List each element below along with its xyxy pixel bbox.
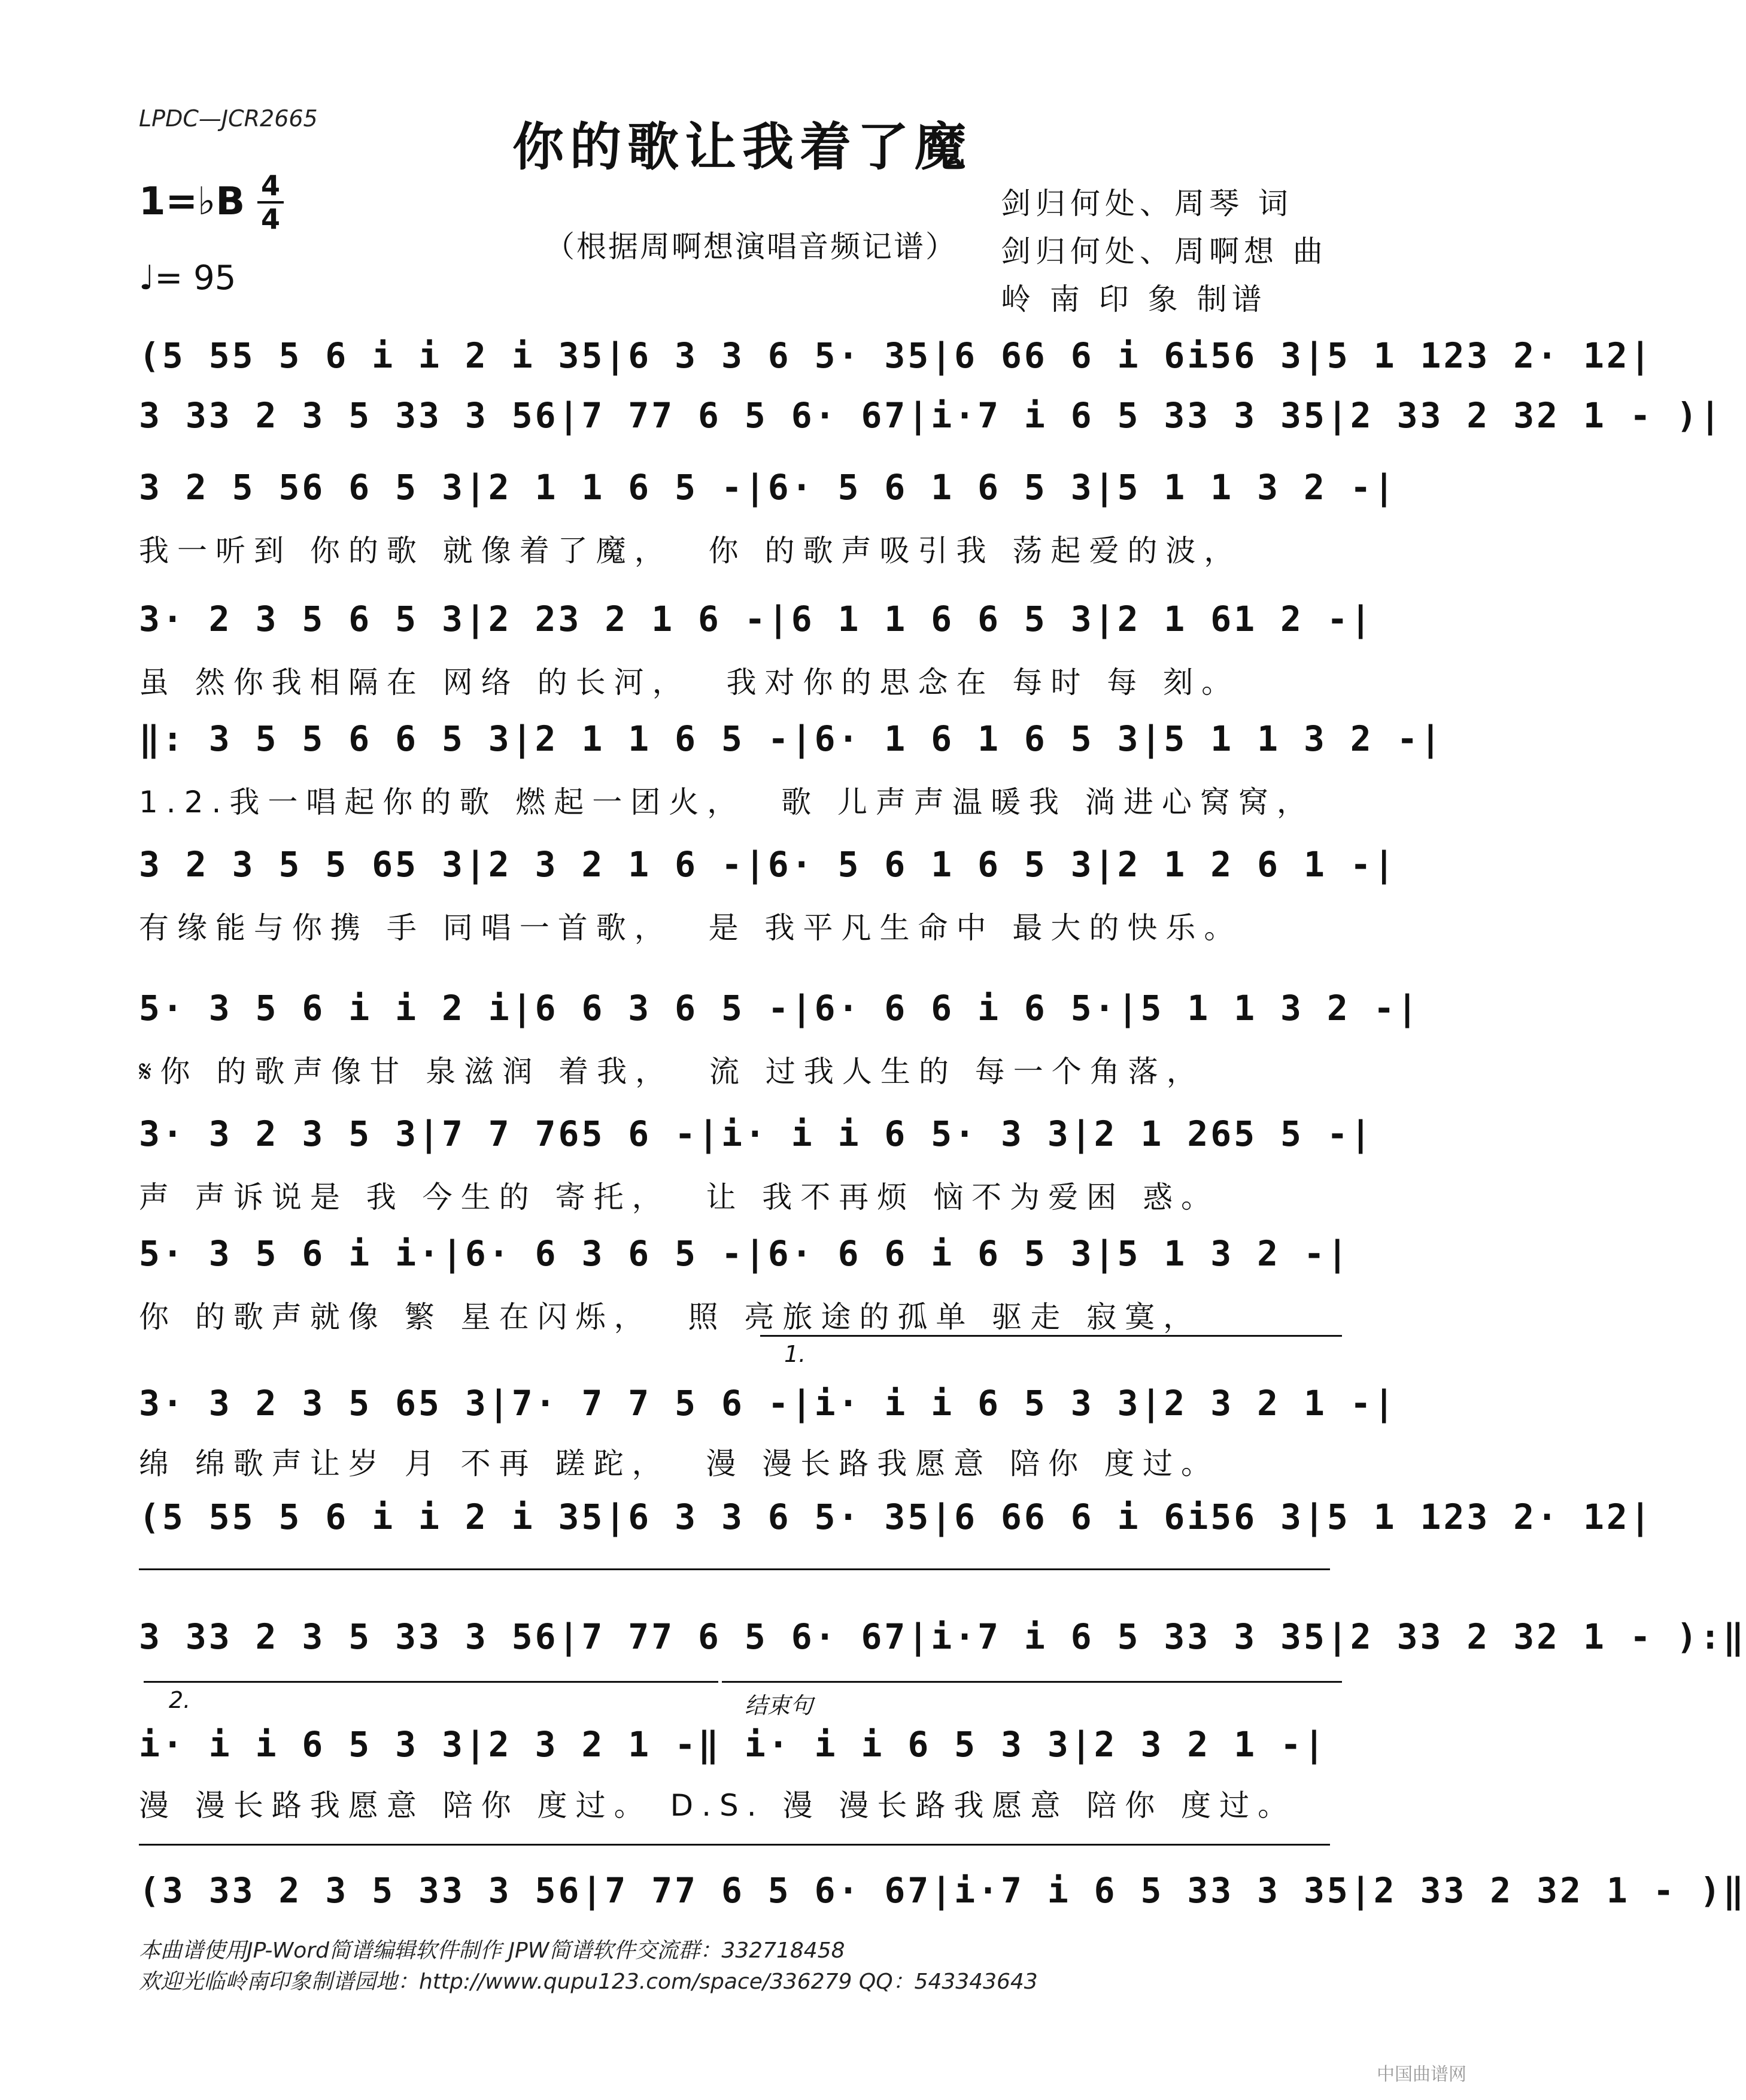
system-9-notes: 5· 3 5 6 i i·|6· 6 3 6 5 -|6· 6 6 i 6 5 3|5 1 3 2 -|: [139, 1233, 1350, 1274]
score-code: LPDC—JCR2665: [139, 105, 318, 132]
meter-bottom: 4: [260, 203, 280, 235]
footer-line-1: 本曲谱使用JP-Word简谱编辑软件制作 JPW简谱软件交流群：332718458: [139, 1938, 845, 1963]
system-6-notes: 3 2 3 5 5 65 3|2 3 2 1 6 -|6· 5 6 1 6 5 3|2 1 2 6 1 -|: [139, 844, 1397, 885]
volta-1-bracket: [760, 1335, 1342, 1337]
arranger: 岭 南 印 象 制谱: [1001, 282, 1267, 317]
system-11-notes: (5 55 5 6 i i 2 i 35|6 3 3 6 5· 35|6 66 6 i 6i56 3|5 1 123 2· 12|: [139, 1497, 1653, 1537]
system-5-notes: ‖: 3 5 5 6 6 5 3|2 1 1 6 5 -|6· 1 6 1 6 5 3|5 1 1 3 2 -|: [139, 718, 1444, 759]
ending-bracket: [722, 1681, 1342, 1683]
system-7-lyrics: 𝄋你 的歌声像甘 泉滋润 着我， 流 过我人生的 每一个角落，: [139, 1054, 1205, 1089]
key-signature: 1=♭B: [139, 180, 245, 224]
system-13-notes: i· i i 6 5 3 3|2 3 2 1 -‖ i· i i 6 5 3 3|2 3 2 1 -|: [139, 1724, 1327, 1765]
system-12-notes: 3 33 2 3 5 33 3 56|7 77 6 5 6· 67|i·7 i 6 5 33 3 35|2 33 2 32 1 - ):‖: [139, 1616, 1746, 1657]
transcription-source: （根据周啊想演唱音频记谱）: [545, 229, 957, 264]
meter-top: 4: [260, 169, 280, 202]
lyricist: 剑归何处、周琴 词: [1001, 186, 1293, 221]
system-3-notes: 3 2 5 56 6 5 3|2 1 1 6 5 -|6· 5 6 1 6 5 3|5 1 1 3 2 -|: [139, 467, 1397, 508]
ending-label: 结束句: [745, 1692, 813, 1719]
coda-rule: [139, 1844, 1330, 1846]
volta-1-label: 1.: [784, 1341, 806, 1367]
system-5-lyrics: 1.2.我一唱起你的歌 燃起一团火， 歌 儿声声温暖我 淌进心窝窝，: [139, 785, 1315, 820]
system-7-notes: 5· 3 5 6 i i 2 i|6 6 3 6 5 -|6· 6 6 i 6 5·|5 1 1 3 2 -|: [139, 988, 1420, 1028]
system-9-lyrics: 你 的歌声就像 繁 星在闪烁， 照 亮旅途的孤单 驱走 寂寞，: [139, 1300, 1202, 1334]
system-3-lyrics: 我一听到 你的歌 就像着了魔， 你 的歌声吸引我 荡起爱的波，: [139, 533, 1243, 568]
system-1-notes: (5 55 5 6 i i 2 i 35|6 3 3 6 5· 35|6 66 6 i 6i56 3|5 1 123 2· 12|: [139, 335, 1653, 376]
system-8-lyrics: 声 声诉说是 我 今生的 寄托， 让 我不再烦 恼不为爱困 惑。: [139, 1180, 1220, 1215]
song-title: 你的歌让我着了魔: [512, 117, 972, 177]
footer-line-2: 欢迎光临岭南印象制谱园地：http://www.qupu123.com/space/336279 QQ：543343643: [139, 1969, 1038, 1994]
system-13-lyrics: 漫 漫长路我愿意 陪你 度过。 D.S. 漫 漫长路我愿意 陪你 度过。: [139, 1788, 1296, 1823]
system-8-notes: 3· 3 2 3 5 3|7 7 765 6 -|i· i i 6 5· 3 3|2 1 265 5 -|: [139, 1113, 1374, 1154]
composer: 剑归何处、周啊想 曲: [1001, 234, 1328, 269]
volta-2-label: 2.: [169, 1687, 191, 1713]
tempo-marking: ♩= 95: [139, 259, 236, 298]
credits: [1001, 180, 1328, 323]
system-4-lyrics: 虽 然你我相隔在 网络 的长河， 我对你的思念在 每时 每 刻。: [139, 665, 1240, 700]
system-4-notes: 3· 2 3 5 6 5 3|2 23 2 1 6 -|6 1 1 6 6 5 3|2 1 61 2 -|: [139, 599, 1374, 639]
system-6-lyrics: 有缘能与你携 手 同唱一首歌， 是 我平凡生命中 最大的快乐。: [139, 911, 1243, 945]
system-2-notes: 3 33 2 3 5 33 3 56|7 77 6 5 6· 67|i·7 i 6 5 33 3 35|2 33 2 32 1 - )|: [139, 395, 1723, 436]
repeat-bracket-rule: [139, 1568, 1330, 1570]
system-10-notes: 3· 3 2 3 5 65 3|7· 7 7 5 6 -|i· i i 6 5 3 3|2 3 2 1 -|: [139, 1383, 1397, 1424]
system-14-notes: (3 33 2 3 5 33 3 56|7 77 6 5 6· 67|i·7 i 6 5 33 3 35|2 33 2 32 1 - )‖: [139, 1870, 1746, 1911]
volta-2-bracket: [144, 1681, 718, 1683]
site-logo: 中国曲谱网: [1377, 2064, 1466, 2085]
system-10-lyrics: 绵 绵歌声让岁 月 不再 蹉跎， 漫 漫长路我愿意 陪你 度过。: [139, 1446, 1220, 1481]
time-signature: [257, 171, 284, 233]
